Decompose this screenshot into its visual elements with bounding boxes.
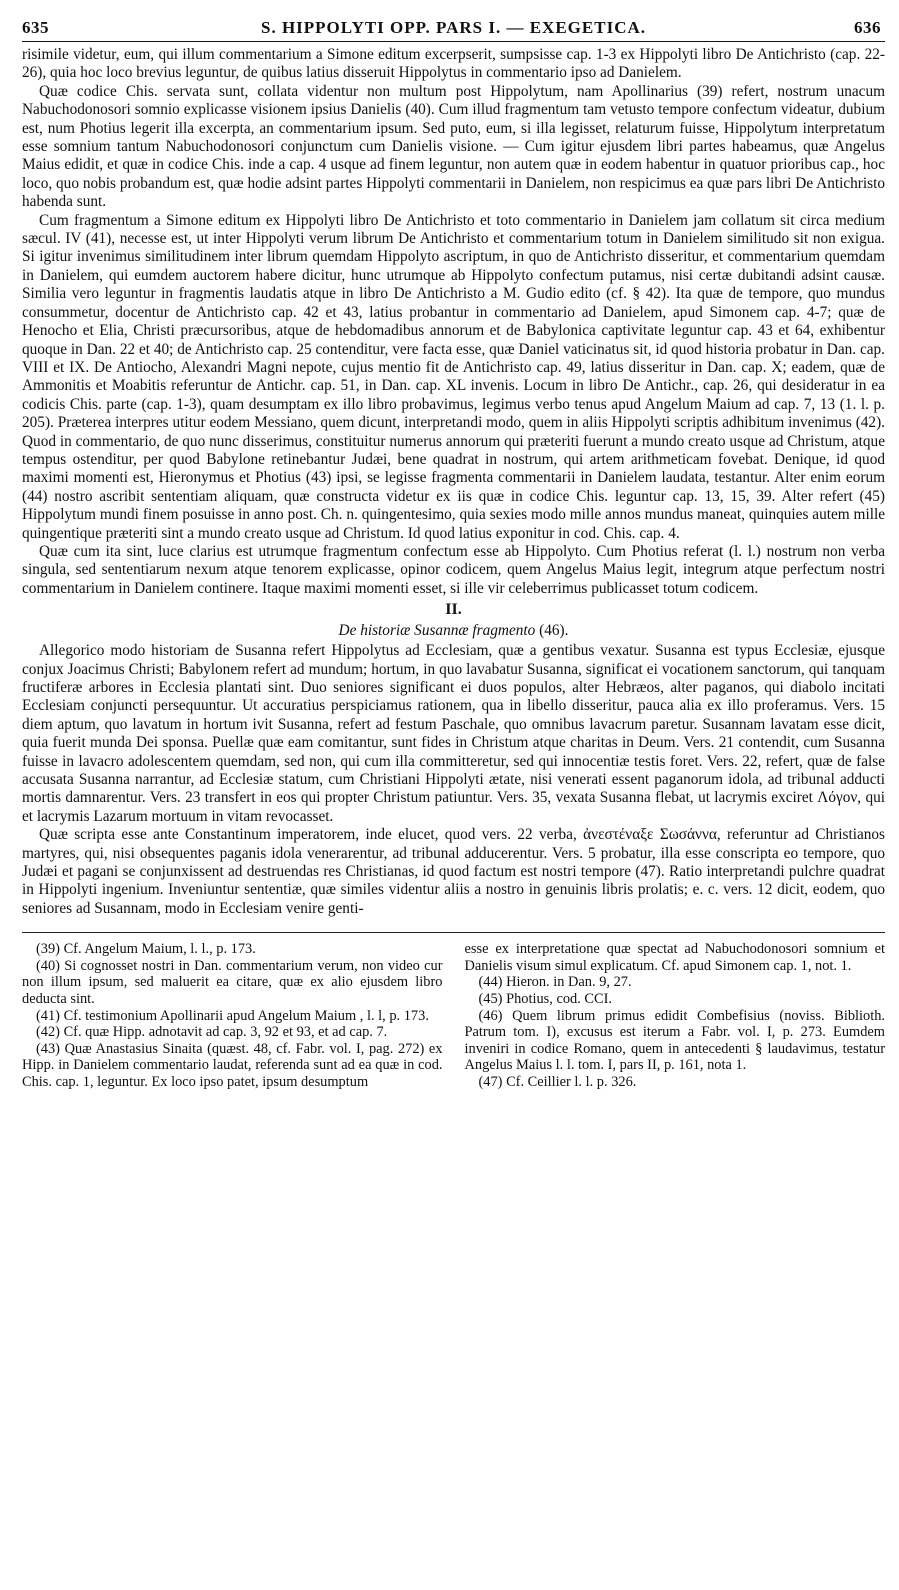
section-title-text: De historiæ Susannæ fragmento <box>338 622 536 640</box>
footnotes-left-column <box>22 941 443 1090</box>
footnote: (43) Quæ Anastasius Sinaita (quæst. 48, cf. Fabr. vol. I, pag. 272) ex Hipp. in Danielem commentario laudat, referenda sunt ad ea quæ in cod. Chis. cap. 1, leguntur. Ex loco ipso patet, ipsum desumptum <box>22 1040 443 1091</box>
paragraph: Allegorico modo historiam de Susanna refert Hippolytus ad Ecclesiam, quæ a gentibus vexatur. Susanna est typus Ecclesiæ, ejusque conjux Joacimus Christi; Babylonem refert ad mundum; hortum, in quo lavabatur Susanna, significat ei vocationem sanctorum, qui tanquam fructiferæ arbores in Ecclesia plantati sint. Duo seniores significant ei duos populos, alter Hebræos, alter paganos, qui diabolo incitati Ecclesiam conjuncti persequuntur. Ut accuratius perspiciamus rationem, qua in libello disseritur, pauca alia ex illo proferamus. Vers. 15 diem aptum, quo lavatum in hortum ivit Susanna, refert ad festum Paschale, quo omnibus lavacrum paretur. Susannam lavatam esse dicit, quia fuerit munda Dei sponsa. Puellæ quæ eam comitantur, sunt fides in Christum atque charitas in Deum. Vers. 21 contendit, cum Susanna fuisse in lavacro adolescentem quemdam, sed non, qui cum illa committeretur, sed qui innocentiæ testis foret. Vers. 22, refert, quæ de false accusata Susanna narrantur, ad Ecclesiæ statum, cum Christiani Hippolyti ætate, nisi venerati essent paganorum idola, ad tribunal adducti mortis damnarentur. Vers. 23 transfert in eos qui propter Christum patiuntur. Vers. 35, vexata Susanna flebat, ut lacrymis exciret Λόγον, qui et lacrymis Lazarum mortuum in vitam revocasset. <box>22 642 885 825</box>
section-title-note: (46). <box>535 622 569 640</box>
section-title <box>22 621 885 640</box>
paragraph: Quæ codice Chis. servata sunt, collata videntur non multum post Hippolytum, nam Apollinarius (39) refert, nostrum unacum Nabuchodonosori somnio explicasse visionem ipsius Danielis (40). Cum illud fragmentum tam vetusto tempore confectum videatur, dubium est, num Photius legerit illa excerpta, an commentarium ipsum. Sed puto, eum, si illa legisset, relaturum fuisse, Hippolytum interpretatum esse somnium tantum Nabuchodonosori conjunctum cum Danielis visione. — Cum igitur ejusdem libri partes habeamus, quæ Angelus Maius edidit, et quæ in codice Chis. inde a cap. 4 usque ad finem leguntur, non autem quæ in eodem habentur in quatuor prioribus cap., hoc loco, quo nobis probandum est, quæ hodie adsint partes Hippolyti commentarii in Danielem, non respicimus ea quæ pars libri De Antichristo habenda sunt. <box>22 82 885 211</box>
footnotes-right-column <box>465 941 886 1090</box>
paragraph: Quæ scripta esse ante Constantinum imperatorem, inde elucet, quod vers. 22 verba, ἀνεστέναξε Σωσάννα, referuntur ad Christianos martyres, qui, nisi obsequentes paganis idola venerarentur, ad tribunal adducerentur. Vers. 5 probatur, illa esse conscripta eo tempore, quo Judæi et pagani se conjunxissent ad destruendas res Christianas, id quod factum est nostri tempore (47). Ratio interpretandi pulchre quadrat in Hippolyti ingenium. Inveniuntur sententiæ, quæ similes videntur aliis a nostro in genuinis libris prolatis; e. c. vers. 12 dicit, eodem, quo seniores ad Susannam, modo in Ecclesiam venire genti- <box>22 826 885 917</box>
paragraph: Cum fragmentum a Simone editum ex Hippolyti libro De Antichristo et toto commentario in Danielem jam collatum sit circa medium sæcul. IV (41), necesse est, ut inter Hippolyti verum librum De Antichristo et commentarium totum in Danielem similitudo sit non exigua. Si igitur invenimus similitudinem inter librum quemdam Hippolyto ascriptum, in quo de Antichristo disseritur, et commentarium quemdam in Danielem, qui eumdem auctorem habere dicitur, hunc utrumque ab Hippolyto confectum putamus, nisi certæ dubitandi adsint causæ. Similia vero leguntur in fragmentis laudatis atque in libro De Antichristo a M. Gudio edito (cf. § 42). Ita quæ de tempore, quo mundus consummetur, docentur de Antichristo cap. 42 et 43, latius probantur in commentario ad Danielem, apud Simonem cap. 4-7; quæ de Henocho et Elia, Christi præcursoribus, atque de hebdomadibus annorum et de Babylonica captivitate leguntur cap. 43 et 64, exhibentur quoque in Dan. 22 et 40; de Antichristo cap. 25 contenditur, vere facta esse, quæ Daniel vaticinatus sit, id quod historia probatur in Dan. cap. VIII et IX. De Antiocho, Alexandri Magni nepote, cujus mentio fit de Antichristo cap. 49, latius disseritur in Dan. cap. X; eadem, quæ de Ammonitis et Moabitis referuntur de Antichr. cap. 51, in Dan. cap. XL invenis. Locum in libro De Antichr., cap. 26, qui desideratur in ea codicis Chis. parte (cap. 1-3), quam desumptam ex illo libro probavimus, legimus verbo tenus apud Angelum Maium ad cap. 7, 13 (1. l. p. 205). Præterea interpres utitur eodem Messiano, quem dicunt, interpretandi modo, quem in aliis Hippolyti scriptis adhibitum invenimus (42). Quod in commentario, de quo nunc disserimus, constituitur numerus annorum qui præteriti fuerunt a mundo creato usque ad Christum, atque tempus ostenditur, per quod Babylone retinebantur Judæi, bene quadrat in nostrum, qui artem arithmeticam fovebat. Denique, id quod maximi momenti est, Hieronymus et Photius (43) ipsi, se legisse fragmenta commentarii in Danielem laudata, testantur. Alter enim eorum (44) nostro ascribit sententiam aliquam, quæ constructa videtur ex iis quæ in codice Chis. leguntur cap. 13, 15, 39. Alter refert (45) Hippolytum mundi finem posuisse in anno post. Ch. n. quingentesimo, quia sexies modo mille annos mundus maneat, quinquies autem mille quingentique præteriti sint a mundo creato usque ad Christum. Id quod latius exponitur in cod. Chis. cap. 4. <box>22 211 885 542</box>
footnote: (40) Si cognosset nostri in Dan. commentarium verum, non video cur non illum ipsum, sed maluerit ea citare, quæ ex alio ejusdem libro deducta sint. <box>22 957 443 1008</box>
footnote: (39) Cf. Angelum Maium, l. l., p. 173. <box>36 941 256 958</box>
running-title: S. HIPPOLYTI OPP. PARS I. — EXEGETICA. <box>261 18 646 37</box>
footnote: (46) Quem librum primus edidit Combefisius (noviss. Biblioth. Patrum tom. I), excusus est iterum a Fabr. vol. I, p. 273. Eumdem inveniri in codice Romano, quem in antecedenti § laudavimus, testatur Angelus Maius l. l. tom. I, pars II, p. 161, nota 1. <box>464 1007 885 1074</box>
footnote: (41) Cf. testimonium Apollinarii apud Angelum Maium , l. l, p. 173. <box>36 1007 429 1024</box>
footnote-divider <box>22 932 885 933</box>
paragraph: risimile videtur, eum, qui illum commentarium a Simone editum excerpserit, sumpsisse cap. 1-3 ex Hippolyti libro De Antichristo (cap. 22-26), quia hoc loco brevius leguntur, de quibus latius disseruit Hippolytus in commentario ipso ad Danielem. <box>22 46 885 82</box>
paragraph: Quæ cum ita sint, luce clarius est utrumque fragmentum confectum esse ab Hippolyto. Cum Photius referat (l. l.) nostrum non verba singula, sed sententiarum nexum atque tenorem explicasse, opinor codicem, quem Angelus Maius legit, integrum atque perfectum nostri commentarium in Danielem continere. Itaque maximi momenti esset, si ille vir celeberrimus publicasset totum codicem. <box>22 542 885 597</box>
main-text <box>22 46 885 918</box>
page-number-right: 636 <box>854 18 881 37</box>
header-rule <box>22 41 885 42</box>
footnote: (45) Photius, cod. CCI. <box>478 991 613 1008</box>
footnotes <box>22 941 885 1090</box>
footnote: (42) Cf. quæ Hipp. adnotavit ad cap. 3, 92 et 93, et ad cap. 7. <box>36 1024 388 1041</box>
running-header <box>22 12 885 46</box>
footnote-continuation: esse ex interpretatione quæ spectat ad Nabuchodonosori somnium et Danielis visum simul explicatum. Cf. apud Simonem cap. 1, not. 1. <box>464 941 885 974</box>
footnote: (47) Cf. Ceillier l. l. p. 326. <box>478 1074 637 1091</box>
page-number-left: 635 <box>22 18 49 37</box>
section-number: II. <box>445 601 462 619</box>
footnote: (44) Hieron. in Dan. 9, 27. <box>478 974 632 991</box>
